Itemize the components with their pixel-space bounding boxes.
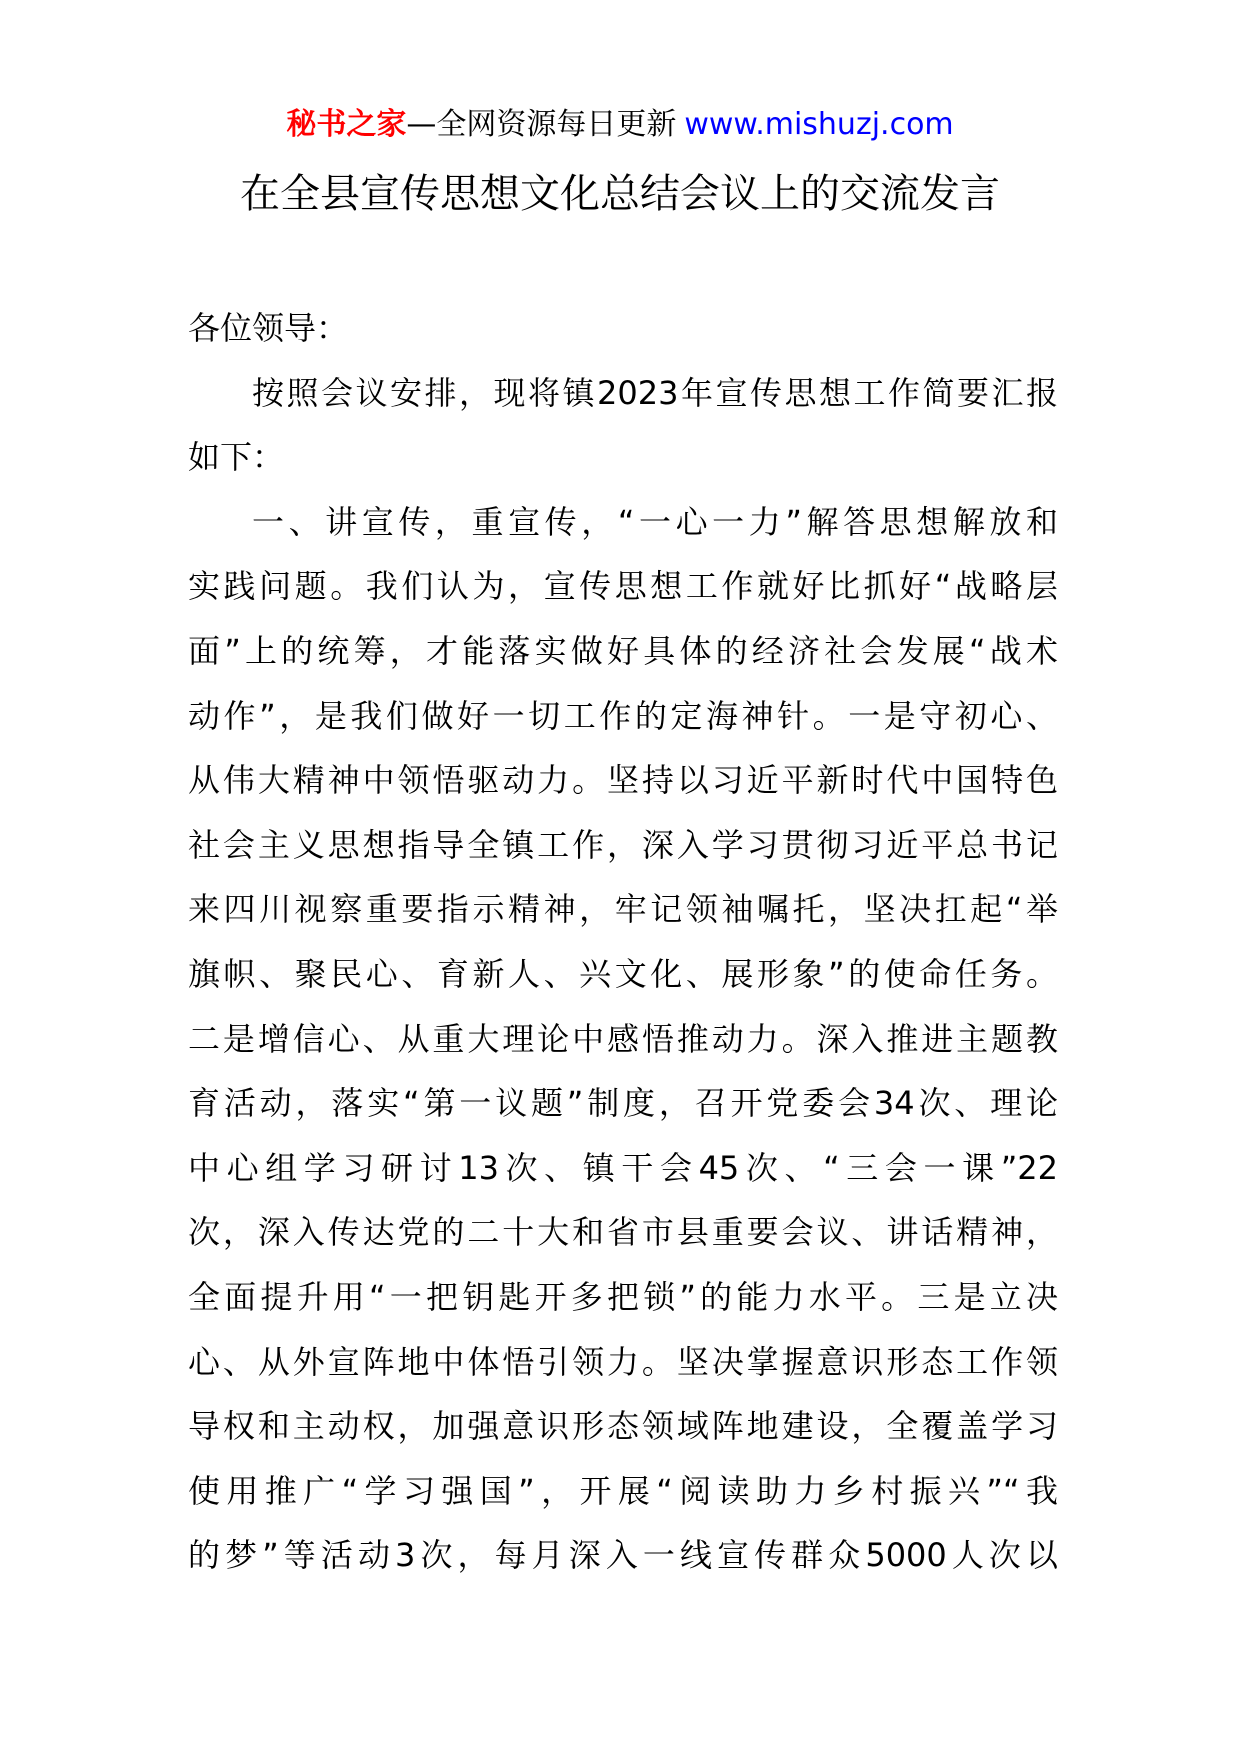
paragraph-line: 导权和主动权，加强意识形态领域阵地建设，全覆盖学习 xyxy=(188,1407,1058,1446)
site-banner xyxy=(0,103,1240,147)
paragraph-line: 来四川视察重要指示精神，牢记领袖嘱托，坚决扛起“举 xyxy=(188,890,1058,929)
paragraph-line: 如下： xyxy=(188,438,285,477)
paragraph-line: 社会主义思想指导全镇工作，深入学习贯彻习近平总书记 xyxy=(188,825,1058,864)
paragraph-line: 按照会议安排，现将镇2023年宣传思想工作简要汇报 xyxy=(252,373,1058,412)
site-url-link[interactable]: www.mishuzj.com xyxy=(684,107,954,142)
paragraph-line: 动作”，是我们做好一切工作的定海神针。一是守初心、 xyxy=(188,696,1058,735)
paragraph-line: 育活动，落实“第一议题”制度，召开党委会34次、理论 xyxy=(188,1084,1058,1123)
paragraph-line: 旗帜、聚民心、育新人、兴文化、展形象”的使命任务。 xyxy=(188,954,1058,993)
salutation-line: 各位领导： xyxy=(188,309,349,347)
paragraph-line: 面”上的统筹，才能落实做好具体的经济社会发展“战术 xyxy=(188,631,1058,670)
section-heading-line: 一、讲宣传，重宣传，“一心一力”解答思想解放和 xyxy=(252,502,1058,541)
paragraph-line: 心、从外宣阵地中体悟引领力。坚决掌握意识形态工作领 xyxy=(188,1342,1058,1381)
document-body xyxy=(188,296,1058,1588)
paragraph-line: 全面提升用“一把钥匙开多把锁”的能力水平。三是立决 xyxy=(188,1277,1058,1316)
paragraph-line: 次，深入传达党的二十大和省市县重要会议、讲话精神， xyxy=(188,1213,1058,1252)
banner-tagline: —全网资源每日更新 xyxy=(406,107,677,142)
paragraph-line: 二是增信心、从重大理论中感悟推动力。深入推进主题教 xyxy=(188,1019,1058,1058)
paragraph-line: 实践问题。我们认为，宣传思想工作就好比抓好“战略层 xyxy=(188,567,1058,606)
paragraph-line: 的梦”等活动3次，每月深入一线宣传群众5000人次以 xyxy=(188,1536,1058,1575)
paragraph-line: 中心组学习研讨13次、镇干会45次、“三会一课”22 xyxy=(188,1148,1058,1187)
brand-name: 秘书之家 xyxy=(286,107,407,142)
document-title: 在全县宣传思想文化总结会议上的交流发言 xyxy=(240,171,1000,217)
paragraph-line: 使用推广“学习强国”，开展“阅读助力乡村振兴”“我 xyxy=(188,1471,1058,1510)
paragraph-line: 从伟大精神中领悟驱动力。坚持以习近平新时代中国特色 xyxy=(188,761,1058,800)
